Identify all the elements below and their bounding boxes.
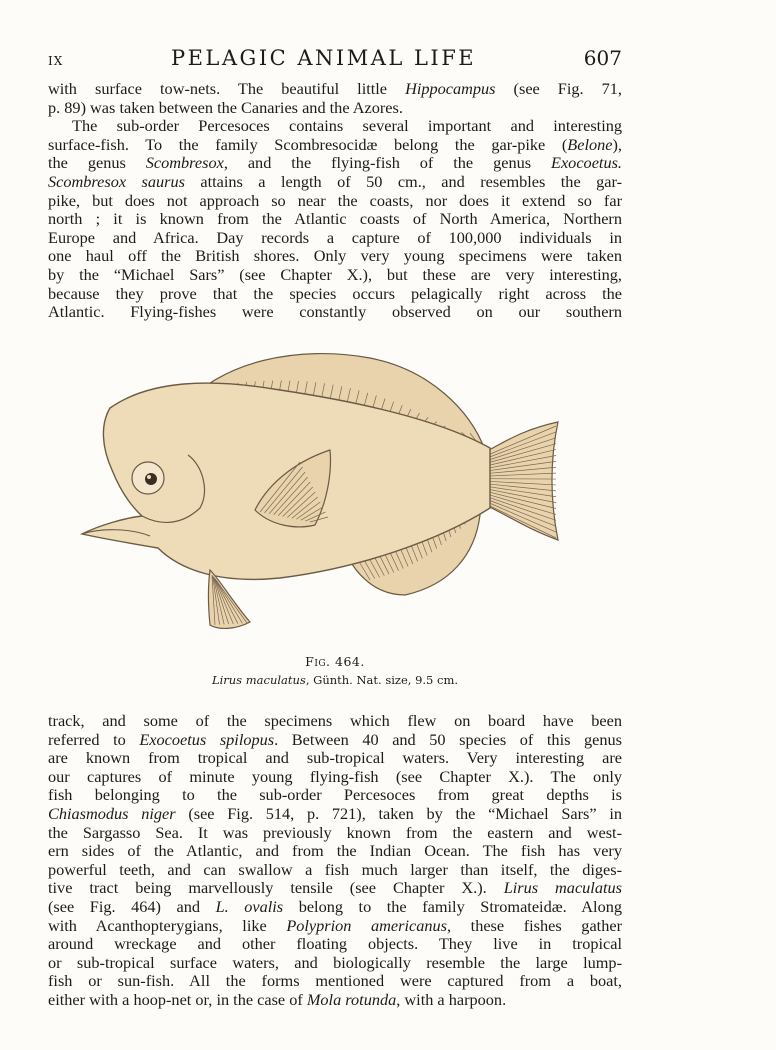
- text-line: the genus Scombresox, and the flying-fish of the genus Exocoetus.: [48, 154, 622, 173]
- text-line: pike, but does not approach so near the coasts, nor does it extend so far: [48, 191, 622, 210]
- text-line: tive tract being marvellously tensile (see Chapter X.). Lirus maculatus: [48, 879, 622, 898]
- text-line: ern sides of the Atlantic, and from the Indian Ocean. The fish has very: [48, 842, 622, 861]
- text-line: The sub-order Percesoces contains several important and interesting: [72, 117, 622, 136]
- text-line: fish belonging to the sub-order Percesoces from great depths is: [48, 786, 622, 805]
- eye-icon: [132, 462, 164, 494]
- text-line: because they prove that the species occurs pelagically right across the: [48, 284, 622, 303]
- text-line: with surface tow-nets. The beautiful little Hippocampus (see Fig. 71,: [48, 80, 622, 98]
- text-line: Scombresox saurus attains a length of 50 cm., and resembles the gar-: [48, 172, 622, 191]
- page-number: 607: [583, 46, 622, 70]
- text-line: Atlantic. Flying-fishes were constantly observed on our southern: [48, 303, 622, 322]
- text-line: with Acanthopterygians, like Polyprion americanus, these fishes gather: [48, 916, 622, 935]
- text-line: are known from tropical and sub-tropical waters. Very interesting are: [48, 749, 622, 768]
- page-header: [48, 46, 622, 74]
- text-line: surface-fish. To the family Scombresocidæ belong the gar-pike (Belone),: [48, 135, 622, 154]
- figure-authority: , Günth. Nat. size, 9.5 cm.: [305, 673, 459, 687]
- text-line: either with a hoop-net or, in the case of Mola rotunda, with a harpoon.: [48, 990, 507, 1009]
- text-line: track, and some of the specimens which flew on board have been: [48, 712, 622, 730]
- figure-species: Lirus maculatus: [211, 673, 306, 687]
- text-line: around wreckage and other floating objects. They live in tropical: [48, 935, 622, 954]
- text-above-figure: [48, 80, 622, 322]
- fish-illustration: [70, 340, 570, 640]
- text-line: p. 89) was taken between the Canaries and the Azores.: [48, 98, 403, 117]
- text-line: (see Fig. 464) and L. ovalis belong to the family Stromateidæ. Along: [48, 897, 622, 916]
- text-line: Chiasmodus niger (see Fig. 514, p. 721), taken by the “Michael Sars” in: [48, 804, 622, 823]
- text-line: one haul off the British shores. Only very young specimens were taken: [48, 247, 622, 266]
- figure-label: Fig. 464.: [305, 654, 365, 669]
- text-line: the Sargasso Sea. It was previously known from the eastern and west-: [48, 823, 622, 842]
- chapter-number: IX: [48, 54, 64, 68]
- text-line: fish or sun-fish. All the forms mentioned were captured from a boat,: [48, 972, 622, 991]
- caudal-fin: [485, 422, 558, 540]
- text-line: Europe and Africa. Day records a capture of 100,000 individuals in: [48, 228, 622, 247]
- text-line: north ; it is known from the Atlantic coasts of North America, Northern: [48, 210, 622, 229]
- text-line: by the “Michael Sars” (see Chapter X.), but these are very interesting,: [48, 265, 622, 284]
- text-line: our captures of minute young flying-fish (see Chapter X.). The only: [48, 767, 622, 786]
- text-line: referred to Exocoetus spilopus. Between 40 and 50 species of this genus: [48, 730, 622, 749]
- text-line: powerful teeth, and can swallow a fish much larger than itself, the diges-: [48, 860, 622, 879]
- text-line: or sub-tropical surface waters, and biologically resemble the large lump-: [48, 953, 622, 972]
- figure-caption: [0, 673, 670, 687]
- running-title: PELAGIC ANIMAL LIFE: [170, 46, 477, 70]
- text-below-figure: [48, 712, 622, 1010]
